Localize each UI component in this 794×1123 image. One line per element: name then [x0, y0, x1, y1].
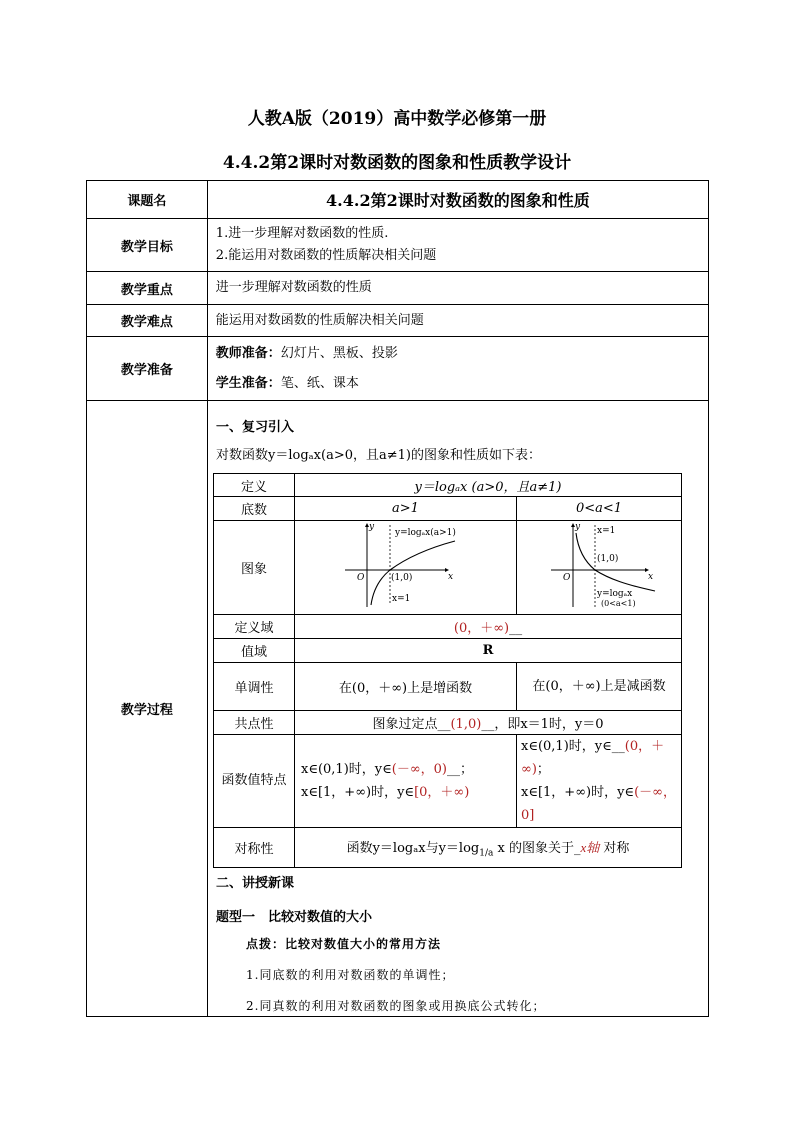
row-mono-label: 单调性 — [214, 663, 295, 711]
row-graph-label: 图象 — [214, 521, 295, 615]
prep-teacher: 幻灯片、黑板、投影 — [280, 345, 398, 361]
goal-2: 2.能运用对数函数的性质解决相关问题 — [215, 248, 437, 263]
row-base-label: 底数 — [214, 497, 295, 521]
g1-eq: y=logₐx(a>1) — [395, 528, 456, 538]
row-sym-value: 函数y＝logₐx与$y=\log_{1/a}$ x 的图象关于_x轴 对称 — [295, 828, 682, 868]
g1-origin: O — [357, 573, 365, 583]
g2-point: (1,0) — [597, 554, 619, 564]
tip-1: 1.同底数的利用对数函数的单调性； — [246, 968, 455, 982]
difficulty-label: 教学难点 — [87, 305, 208, 337]
mono-lt1: 在(0，＋∞)上是减函数 — [517, 663, 682, 711]
g2-cond: (0<a<1) — [601, 599, 636, 608]
row-range-label: 值域 — [214, 639, 295, 663]
g1-x1: x=1 — [392, 594, 411, 604]
tip-heading: 点拨：比较对数值大小的常用方法 — [246, 937, 442, 951]
g2-y-label: y — [575, 522, 581, 532]
row-domain-label: 定义域 — [214, 615, 295, 639]
topic-label: 课题名 — [87, 181, 208, 219]
row-def-label: 定义 — [214, 474, 295, 497]
base-gt1: a>1 — [295, 497, 517, 521]
g2-eq: y=logₐx — [597, 589, 633, 599]
log-graph-increasing — [295, 521, 516, 610]
g2-x1: x=1 — [597, 526, 616, 536]
tip-2: 2.同真数的利用对数函数的图象或用换底公式转化； — [246, 999, 546, 1013]
goal-value — [207, 219, 708, 272]
goal-label: 教学目标 — [87, 219, 208, 272]
prep-student-label: 学生准备： — [215, 375, 281, 391]
g1-x-label: x — [448, 572, 454, 582]
new-lesson-heading: 二、讲授新课 — [216, 876, 295, 891]
prep-value — [207, 337, 708, 401]
g1-y-label: y — [369, 522, 375, 532]
value-lt1: x∈(0,1)时，y∈__(0，＋∞)； x∈[1，+∞)时，y∈(－∞，0] — [517, 735, 682, 828]
row-range-value: R — [295, 639, 682, 663]
property-table — [213, 473, 682, 868]
g1-curve — [371, 541, 455, 605]
prep-teacher-label: 教师准备： — [215, 345, 281, 361]
row-def-value: y＝logₐx (a>0，且a≠1) — [295, 474, 682, 497]
type1-heading: 题型一 比较对数值的大小 — [216, 910, 373, 925]
review-text: 对数函数y＝logₐx(a>0，且a≠1)的图象和性质如下表： — [216, 448, 541, 463]
value-gt1: x∈(0,1)时，y∈(－∞，0)__； x∈[1，+∞)时，y∈[0，＋∞) — [295, 735, 517, 828]
row-common-value: 图象过定点__(1,0)__，即x＝1时，y＝0 — [295, 711, 682, 735]
log-graph-decreasing — [517, 521, 681, 610]
difficulty-value: 能运用对数函数的性质解决相关问题 — [207, 305, 708, 337]
prep-student: 笔、纸、课本 — [280, 375, 359, 391]
g2-origin: O — [563, 573, 571, 583]
g1-point: (1,0) — [391, 573, 413, 583]
prep-label: 教学准备 — [87, 337, 208, 401]
doc-title-line2: 4.4.2第2课时对数函数的图象和性质教学设计 — [222, 153, 572, 173]
row-domain-value: (0，＋∞)__ — [295, 615, 682, 639]
g2-x-label: x — [648, 572, 654, 582]
row-common-label: 共点性 — [214, 711, 295, 735]
row-value-label: 函数值特点 — [214, 735, 295, 828]
review-heading: 一、复习引入 — [216, 420, 295, 435]
key-value: 进一步理解对数函数的性质 — [207, 272, 708, 305]
mono-gt1: 在(0，＋∞)上是增函数 — [295, 663, 517, 711]
topic-value: 4.4.2第2课时对数函数的图象和性质 — [207, 181, 708, 219]
graph-gt1 — [295, 521, 517, 615]
goal-1: 1.进一步理解对数函数的性质. — [215, 226, 389, 241]
graph-lt1 — [517, 521, 682, 615]
process-label: 教学过程 — [87, 401, 208, 1017]
row-sym-label: 对称性 — [214, 828, 295, 868]
key-label: 教学重点 — [87, 272, 208, 305]
doc-title-line1: 人教A版（2019）高中数学必修第一册 — [247, 109, 547, 129]
base-lt1: 0<a<1 — [517, 497, 682, 521]
